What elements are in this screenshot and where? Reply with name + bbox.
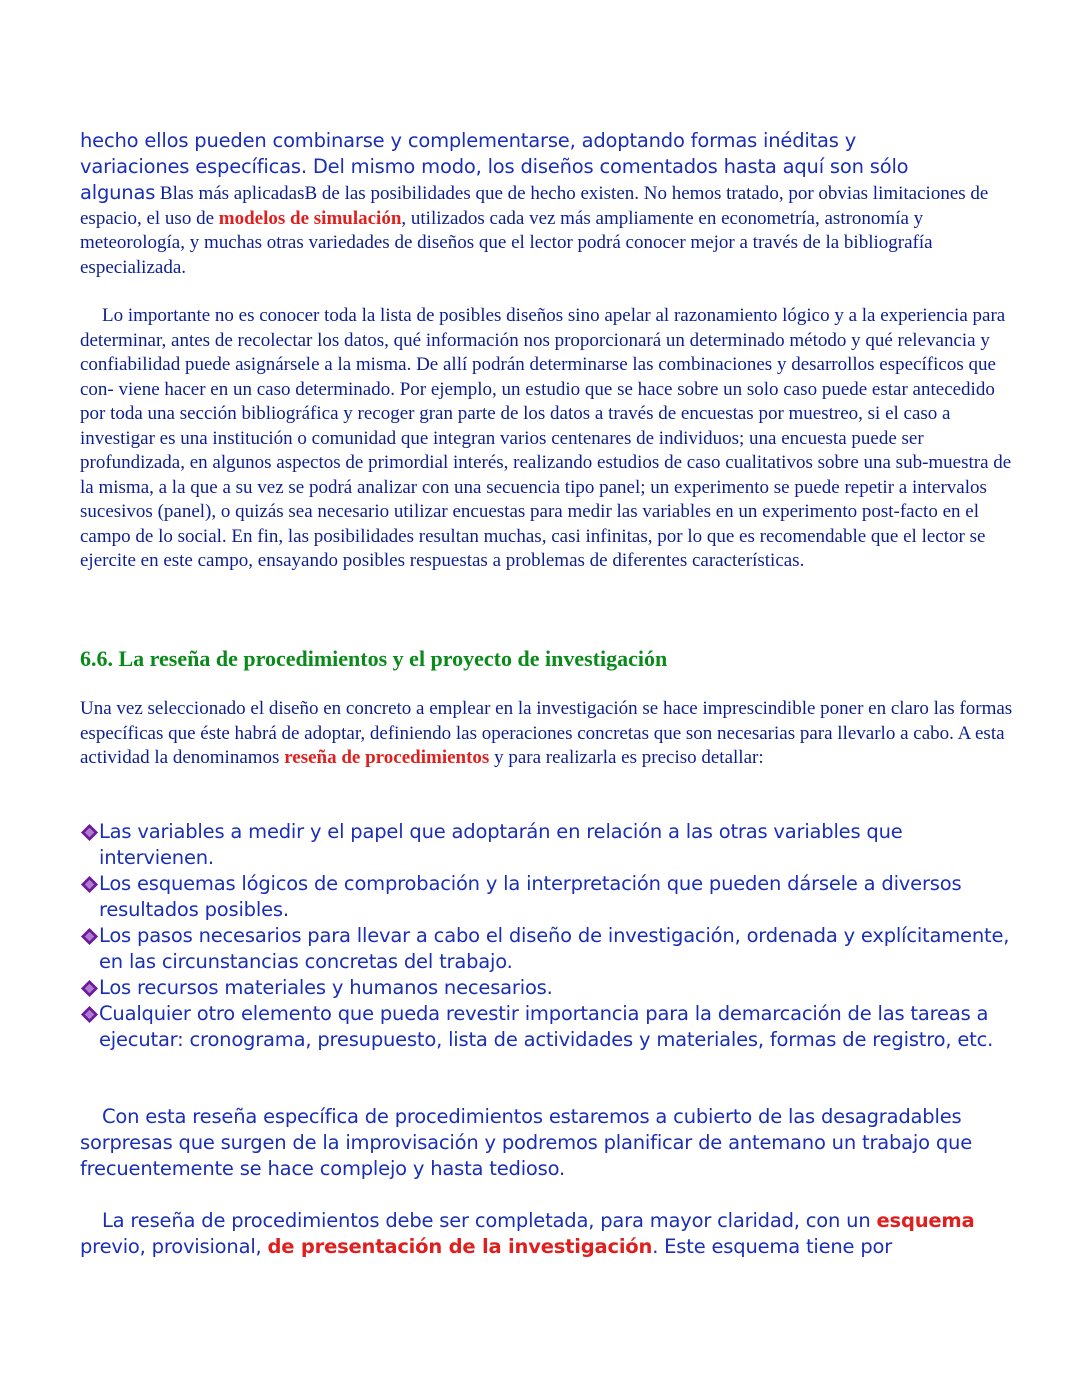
paragraph-intro	[80, 128, 1015, 280]
paragraph-design-reasoning	[80, 304, 1015, 574]
bullet-text: Los pasos necesarios para llevar a cabo el diseño de investigación, ordenada y explícitamente, en las circunstancias concretas del trabajo.	[99, 924, 1010, 973]
paragraph-intro-line-1: hecho ellos pueden combinarse y complementarse, adoptando formas inéditas y	[80, 129, 857, 152]
list-item	[80, 1001, 1015, 1053]
paragraph-schema-before: La reseña de procedimientos debe ser completada, para mayor claridad, con un	[102, 1209, 877, 1232]
section-heading: 6.6. La reseña de procedimientos y el proyecto de investigación	[80, 646, 668, 671]
diamond-bullet-icon	[80, 979, 99, 998]
paragraph-procedures-intro-before: Una vez seleccionado el diseño en concreto a emplear en la investigación se hace imprescindible poner en claro las formas específicas que éste habrá de adoptar, definiendo las operaciones concretas que son necesarias para llevarlo a cabo. A esta actividad la denominamos	[80, 698, 1013, 768]
highlight-esquema: esquema	[876, 1209, 975, 1232]
diamond-bullet-icon	[80, 927, 99, 946]
bullet-list	[80, 819, 1015, 1053]
paragraph-intro-line-3-start: algunas	[80, 181, 156, 204]
paragraph-procedures-intro	[80, 697, 1015, 771]
bullet-text: Los esquemas lógicos de comprobación y la interpretación que pueden dársele a diversos resultados posibles.	[99, 872, 962, 921]
list-item	[80, 923, 1015, 975]
bullet-text: Los recursos materiales y humanos necesarios.	[99, 976, 553, 999]
highlight-modelos-de-simulacion: modelos de simulación	[218, 207, 402, 229]
paragraph-intro-rest	[80, 180, 1015, 280]
list-item	[80, 871, 1015, 923]
list-item	[80, 975, 1015, 1001]
highlight-resena-de-procedimientos: reseña de procedimientos	[284, 747, 490, 768]
diamond-bullet-icon	[80, 823, 99, 842]
paragraph-procedures-intro-after: y para realizarla es preciso detallar:	[489, 747, 764, 768]
paragraph-schema-after: . Este esquema tiene por	[652, 1235, 893, 1258]
paragraph-intro-serif-after: , utilizados cada vez más ampliamente en econometría, astronomía y meteorología, y muchas otras variedades de diseños que el lector podrá conocer mejor a través de la bibliografía especializada.	[80, 207, 933, 278]
bullet-text: Cualquier otro elemento que pueda revestir importancia para la demarcación de las tareas a ejecutar: cronograma, presupuesto, lista de actividades y materiales, formas de registro, etc.	[99, 1002, 994, 1051]
diamond-bullet-icon	[80, 1005, 99, 1024]
paragraph-intro-serif-before: Blas más aplicadasB de las posibilidades que de hecho existen. No hemos tratado, por obvias limitaciones de espacio, el uso de	[80, 183, 989, 229]
list-item	[80, 819, 1015, 871]
paragraph-schema	[80, 1208, 1015, 1260]
paragraph-procedures-benefit-text: Con esta reseña específica de procedimientos estaremos a cubierto de las desagradables sorpresas que surgen de la improvisación y podremos planificar de antemano un trabajo que frecuentemente se hace complejo y hasta tedioso.	[80, 1105, 973, 1180]
paragraph-procedures-benefit	[80, 1104, 1015, 1182]
paragraph-design-reasoning-text: Lo importante no es conocer toda la lista de posibles diseños sino apelar al razonamiento lógico y a la experiencia para determinar, antes de recolectar los datos, qué información nos proporcionará un determinado método y qué relevancia y confiabilidad puede asignársele a la misma. De allí podrán determinarse las combinaciones y desarrollos específicos que con- viene hacer en un caso determinado. Por ejemplo, un estudio que se hace sobre un solo caso puede estar antecedido por toda una sección bibliográfica y recoger gran parte de los datos a través de encuestas por muestreo, si el caso a investigar es una institución o comunidad que integran varios centenares de individuos; una encuesta puede ser profundizada, en algunos aspectos de primordial interés, realizando estudios de caso cualitativos sobre una sub-muestra de la misma, a la que a su vez se podrá analizar con una secuencia tipo panel; un experimento se puede repetir a intervalos sucesivos (panel), o quizás sea necesario utilizar encuestas para medir las variables en un experimento post-facto en el campo de lo social. En fin, las posibilidades resultan muchas, casi infinitas, por lo que es recomendable que el lector se ejercite en este campo, ensayando posibles respuestas a problemas de diferentes características.	[80, 305, 1012, 571]
paragraph-schema-middle: previo, provisional,	[80, 1235, 268, 1258]
highlight-presentacion-investigacion: de presentación de la investigación	[267, 1235, 653, 1258]
paragraph-intro-line-2: variaciones específicas. Del mismo modo, los diseños comentados hasta aquí son sólo	[80, 155, 909, 178]
diamond-bullet-icon	[80, 875, 99, 894]
bullet-text: Las variables a medir y el papel que adoptarán en relación a las otras variables que intervienen.	[99, 820, 903, 869]
